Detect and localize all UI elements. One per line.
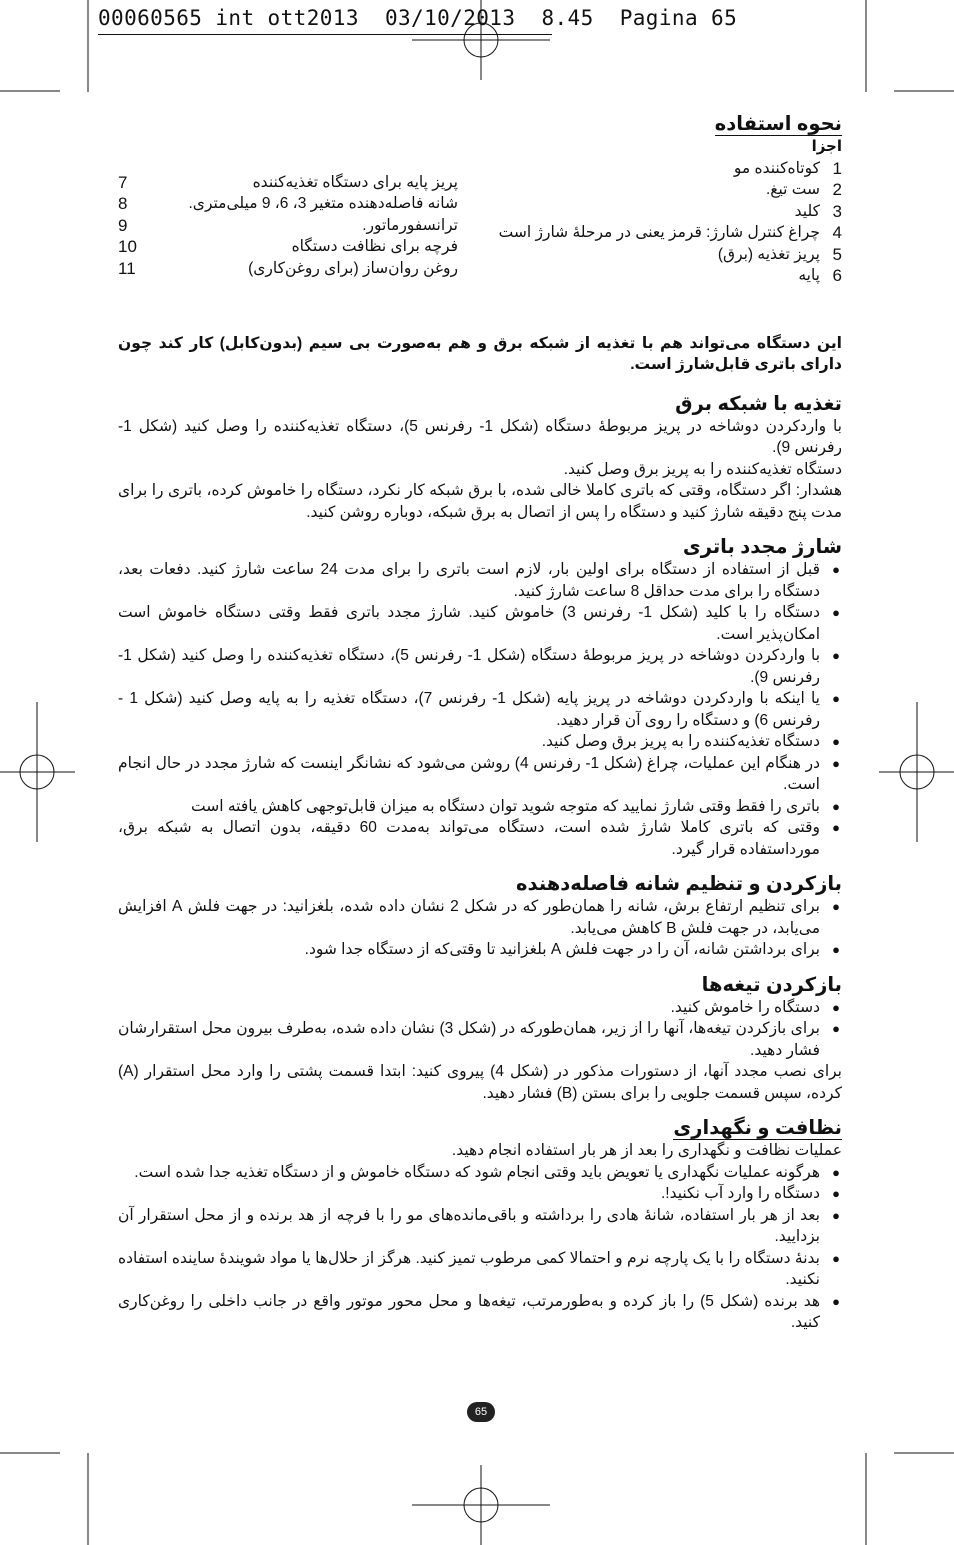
- section-blades: [118, 973, 842, 1105]
- list-item: ● دستگاه را وارد آب نکنید!.: [118, 1183, 842, 1205]
- list-item: ● دستگاه را خاموش کنید.: [118, 997, 842, 1019]
- section-care: [118, 1116, 842, 1334]
- part-item: 4 چراغ کنترل شارژ: قرمز یعنی در مرحلهٔ شارژ است: [498, 223, 842, 242]
- bullet-icon: ●: [832, 755, 840, 771]
- parts-column-right: [482, 158, 842, 287]
- registration-mark-right: [879, 702, 954, 842]
- blades-list: [118, 997, 842, 1062]
- part-item: روغن روان‌ساز (برای روغن‌کاری) 11: [118, 258, 458, 278]
- part-item: ترانسفورماتور. 9: [118, 215, 458, 235]
- bullet-icon: ●: [832, 820, 840, 835]
- part-item: 5 پریز تغذیه (برق): [717, 244, 842, 264]
- intro-paragraph: این دستگاه می‌تواند هم با تغذیه از شبکه برق و هم به‌صورت بی سیم (بدون‌کابل) کار کند چون دارای باتری قابل‌شارژ است.: [118, 334, 842, 373]
- bullet-icon: ●: [832, 562, 840, 577]
- care-list: [118, 1162, 842, 1334]
- mains-paragraph-2: دستگاه تغذیه‌کننده را به پریز برق وصل کنید.: [563, 460, 842, 478]
- part-item: پریز پایه برای دستگاه تغذیه‌کننده 7: [118, 172, 458, 192]
- comb-title: بازکردن و تنظیم شانه فاصله‌دهنده: [516, 873, 842, 895]
- bullet-icon: ●: [832, 1186, 840, 1201]
- print-header-rule: [98, 34, 552, 35]
- list-item: ● دستگاه را با کلید (شکل 1- رفرنس 3) خاموش کنید. شارژ مجدد باتری فقط وقتی دستگاه خاموش است امکان‌پذیر است.: [118, 604, 840, 643]
- bullet-icon: ●: [832, 999, 840, 1015]
- blades-paragraph: برای نصب مجدد آنها، از دستورات مذکور در (شکل 4) پیروی کنید: ابتدا قسمت پشتی را وارد محل استقرار (A) کرده، سپس قسمت جلویی را برای بستن (B) فشار دهید.: [118, 1063, 842, 1102]
- manual-content: [118, 112, 842, 1334]
- section-mains: [118, 392, 842, 524]
- part-item: فرچه برای نظافت دستگاه 10: [118, 237, 458, 256]
- usage-title: نحوه استفاده: [714, 113, 842, 135]
- part-item: 6 پایه: [798, 266, 842, 285]
- bullet-icon: ●: [832, 734, 840, 749]
- part-item: 2 ست تیغ.: [765, 180, 842, 199]
- list-item: ● برای تنظیم ارتفاع برش، شانه را همان‌طور که در شکل 2 نشان داده شده، بلغزانید: در جهت فلش A افزایش می‌یابد، در جهت فلش B کاهش می‌یابد.: [118, 898, 840, 937]
- list-item: ● باتری را فقط وقتی شارژ نمایید که متوجه شوید توان دستگاه به میزان قابل‌توجهی کاهش یافته است: [118, 796, 842, 818]
- list-item: ● بعد از هر بار استفاده، شانهٔ هادی را برداشته و باقی‌مانده‌های مو را با فرچه از هد برنده و از محل استقرار آن بزدایید.: [118, 1206, 840, 1245]
- print-header: 00060565 int ott2013 03/10/2013 8.45 Pagina 65: [98, 6, 738, 30]
- blades-title: بازکردن تیغه‌ها: [701, 973, 842, 996]
- bullet-icon: ●: [832, 605, 840, 620]
- part-item: 3 کلید: [794, 201, 842, 221]
- registration-mark-bottom: [412, 1465, 550, 1545]
- recharge-title: شارژ مجدد باتری: [682, 536, 842, 558]
- section-recharge: [118, 535, 842, 860]
- parts-column-left: [118, 172, 458, 287]
- parts-list: [118, 158, 842, 287]
- parts-label: اجزا: [811, 138, 842, 155]
- registration-mark-left: [0, 702, 75, 842]
- mains-paragraph-3: هشدار: اگر دستگاه، وقتی که باتری کاملا خالی شده، با برق شبکه کار نکرد، دستگاه را خاموش کرده، باتری را برای مدت پنج دقیقه شارژ کنید و دستگاه را پس از اتصال به برق شبکه، دوباره روشن کنید.: [118, 482, 842, 521]
- care-title: نظافت و نگهداری: [673, 1117, 842, 1139]
- bullet-icon: ●: [832, 942, 840, 957]
- bullet-icon: ●: [832, 899, 840, 914]
- care-intro: عملیات نظافت و نگهداری را بعد از هر بار استفاده انجام دهید.: [451, 1142, 842, 1159]
- recharge-list: [118, 559, 842, 860]
- list-item: ● دستگاه تغذیه‌کننده را به پریز برق وصل کنید.: [118, 731, 842, 753]
- part-item: 1 کوتاه‌کننده مو: [733, 158, 842, 178]
- bullet-icon: ●: [832, 798, 840, 814]
- bullet-icon: ●: [832, 1250, 840, 1266]
- bullet-icon: ●: [832, 1293, 840, 1309]
- list-item: ● هرگونه عملیات نگهداری یا تعویض باید وقتی انجام شود که دستگاه خاموش و از دستگاه تغذیه جدا شده است.: [118, 1162, 842, 1184]
- list-item: ● در هنگام این عملیات، چراغ (شکل 1- رفرنس 4) روشن می‌شود که نشانگر اینست که شارژ مجدد در حال انجام است.: [118, 754, 840, 793]
- mains-title: تغذیه با شبکه برق: [675, 392, 842, 415]
- mains-paragraph-1: با واردکردن دوشاخه در پریز مربوطهٔ دستگاه (شکل 1- رفرنس 5)، دستگاه تغذیه‌کننده را وصل کنید (شکل 1- رفرنس 9).: [118, 417, 842, 456]
- bullet-icon: ●: [832, 1021, 840, 1036]
- part-item: شانه فاصله‌دهنده متغیر 3، 6، 9 میلی‌متری. 8: [118, 194, 458, 213]
- bullet-icon: ●: [832, 648, 840, 663]
- list-item: ● بدنهٔ دستگاه را با یک پارچه نرم و احتمالا کمی مرطوب تمیز کنید. هرگز از حلال‌ها یا مواد شویندهٔ ساینده استفاده نکنید.: [118, 1249, 840, 1288]
- comb-list: [118, 896, 842, 961]
- list-item: ● هد برنده (شکل 5) را باز کرده و به‌طورمرتب، تیغه‌ها و محل محور موتور واقع در جانب داخلی را روغن‌کاری کنید.: [118, 1292, 840, 1331]
- list-item: ● برای برداشتن شانه، آن را در جهت فلش A بلغزانید تا وقتی‌که از دستگاه جدا شود.: [118, 939, 842, 961]
- bullet-icon: ●: [832, 1207, 840, 1223]
- bullet-icon: ●: [832, 691, 840, 706]
- page-number: 65: [467, 1402, 495, 1422]
- list-item: ● یا اینکه با واردکردن دوشاخه در پریز پایه (شکل 1- رفرنس 7)، دستگاه تغذیه را به پایه وصل کنید (شکل 1 - رفرنس 6) و دستگاه را روی آن قرار دهید.: [118, 690, 840, 729]
- list-item: ● با واردکردن دوشاخه در پریز مربوطهٔ دستگاه (شکل 1- رفرنس 5)، دستگاه تغذیه‌کننده را وصل کنید (شکل 1- رفرنس 9).: [118, 647, 840, 686]
- section-comb: [118, 872, 842, 961]
- bullet-icon: ●: [832, 1164, 840, 1180]
- list-item: ● برای بازکردن تیغه‌ها، آنها را از زیر، همان‌طورکه در (شکل 3) نشان داده شده، به‌طرف بیرون محل استقرارشان فشار دهید.: [118, 1020, 840, 1059]
- list-item: ● وقتی که باتری کاملا شارژ شده است، دستگاه می‌تواند به‌مدت 60 دقیقه، بدون اتصال به شبکه برق، مورداستفاده قرار گیرد.: [118, 819, 840, 858]
- list-item: ● قبل از استفاده از دستگاه برای اولین بار، لازم است باتری را برای مدت 24 ساعت شارژ کنید. دفعات بعد، دستگاه را برای مدت حداقل 8 ساعت شارژ کنید.: [118, 561, 840, 600]
